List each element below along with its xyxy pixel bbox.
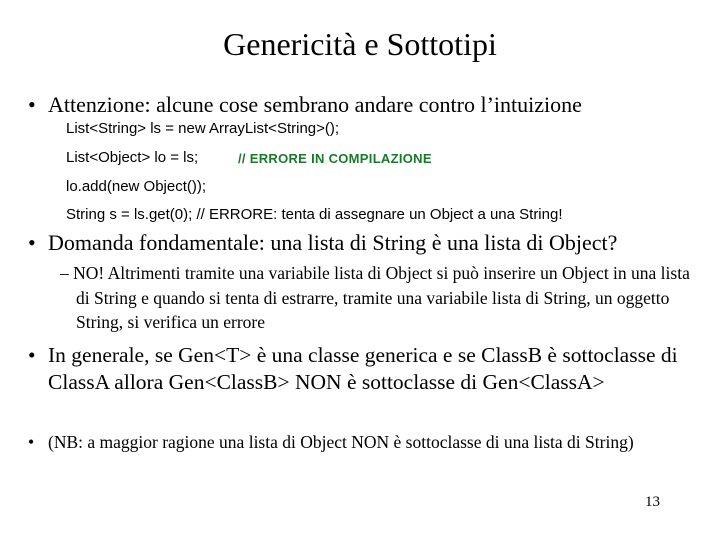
page-number: 13: [645, 494, 660, 510]
code-comment-compile-error: // ERRORE IN COMPILAZIONE: [238, 151, 432, 166]
slide-title: Genericità e Sottotipi: [223, 26, 497, 62]
bullet-dot: •: [28, 230, 36, 255]
bullet-nb: [28, 430, 688, 455]
bullet-in-generale: [28, 342, 688, 396]
bullet-text: Domanda fondamentale: una lista di String è una lista di Object?: [48, 230, 618, 255]
bullet-text: In generale, se Gen<T> è una classe generica e se ClassB è sottoclasse di ClassA allora Gen<ClassB> NON è sottoclasse di Gen<ClassA>: [48, 343, 678, 394]
bullet-text: Attenzione: alcune cose sembrano andare contro l’intuizione: [48, 92, 582, 117]
bullet-dot: •: [28, 92, 36, 117]
code-line-3: lo.add(new Object());: [66, 178, 207, 195]
bullet-dot: •: [28, 432, 35, 452]
bullet-domanda: [28, 230, 617, 256]
code-line-1: List<String> ls = new ArrayList<String>();: [66, 120, 340, 137]
code-line-4-text: String s = ls.get(0); // ERRORE: tenta di assegnare un Object a una String!: [66, 206, 563, 223]
bullet-dot: •: [28, 343, 36, 367]
sub-bullet-no: [60, 261, 700, 335]
code-line-2: List<Object> lo = ls;: [66, 149, 199, 166]
sub-bullet-text: – NO! Altrimenti tramite una variabile lista di Object si può inserire un Object in una lista di String e quando si tenta di estrarre, tramite una variabile lista di String, un oggetto String, si verifica un errore: [60, 263, 690, 332]
bullet-text: (NB: a maggior ragione una lista di Object NON è sottoclasse di una lista di String): [48, 432, 634, 452]
code-line-4: [66, 206, 563, 223]
bullet-attenzione: [28, 92, 582, 118]
